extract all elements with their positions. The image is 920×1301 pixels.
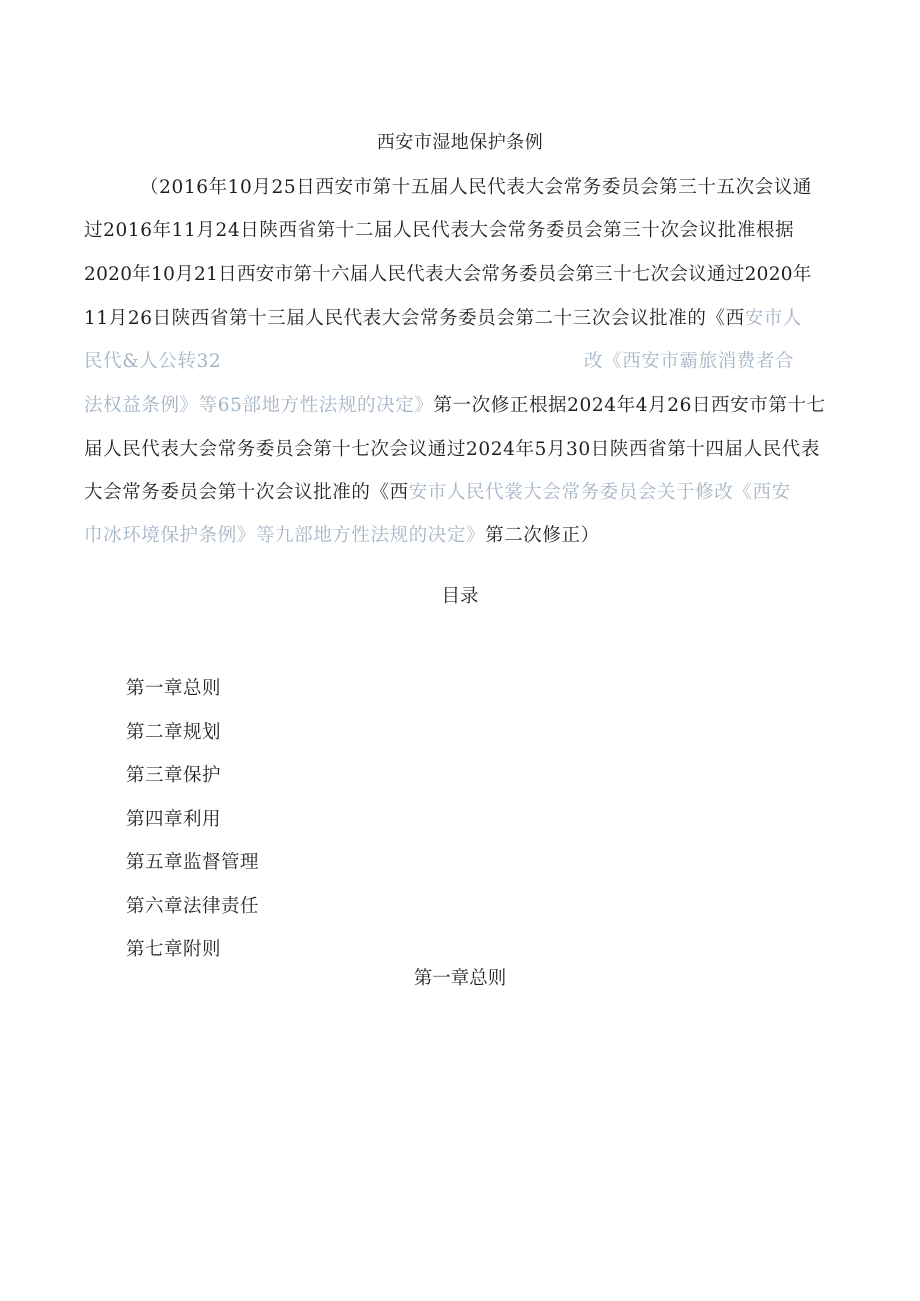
revision-note-line: [84, 218, 794, 244]
document-title: 西安市湿地保护条例: [376, 132, 544, 153]
revision-note-line: [84, 262, 812, 288]
note-text: 2020年10月21日西安市第十六届人民代表大会常务委员会第三十七次会议通过2020年: [84, 264, 812, 285]
revision-note-line: [84, 306, 802, 332]
chapter-heading: 第一章总则: [413, 968, 507, 989]
revision-note-line: [84, 523, 600, 549]
note-text: （2016年10月25日西安市第十五届人民代表大会常务委员会第三十五次会议通: [140, 177, 812, 198]
toc-item: 第四章利用: [126, 808, 222, 830]
toc-item: 第一章总则: [126, 678, 222, 699]
faded-text: 民代&人公转32: [84, 351, 222, 372]
revision-note-line: [84, 393, 826, 419]
toc-item: 第二章规划: [126, 721, 222, 743]
faded-text: 改《西安市霸旅消费者合: [584, 351, 795, 372]
toc-heading: 目录: [441, 586, 479, 607]
note-text: 11月26日陕西省第十三届人民代表大会常务委员会第二十三次会议批准的《西: [84, 308, 745, 329]
note-text: 过2016年11月24日陕西省第十二届人民代表大会常务委员会第三十次会议批准根据: [84, 220, 795, 241]
revision-note-line: [84, 349, 221, 375]
revision-note-line: [140, 175, 812, 201]
faded-text: 法权益条例》等65部地方性法规的决定》: [84, 395, 434, 416]
note-text: 大会常务委员会第十次会议批准的《西: [84, 482, 409, 503]
table-of-contents: [126, 676, 259, 981]
note-text: 届人民代表大会常务委员会第十七次会议通过2024年5月30日陕西省第十四届人民代表: [84, 439, 820, 460]
note-text: 第一次修正根据2024年4月26日西安市第十七: [433, 395, 826, 416]
toc-item: 第五章监督管理: [126, 852, 260, 873]
toc-item: 第七章附则: [126, 939, 222, 960]
toc-item: 第三章保护: [126, 765, 222, 786]
revision-note-line: [84, 480, 791, 506]
toc-item: 第六章法律责任: [126, 895, 260, 917]
faded-text: 巾冰环境保护条例》等九部地方性法规的决定》: [84, 525, 486, 546]
revision-note-line: [84, 437, 820, 463]
revision-note-line: [584, 349, 794, 375]
faded-text: 安市人: [744, 308, 802, 329]
note-text: 第二次修正）: [485, 525, 600, 546]
faded-text: 安市人民代裳大会常务委员会关于修改《西安: [408, 482, 791, 503]
